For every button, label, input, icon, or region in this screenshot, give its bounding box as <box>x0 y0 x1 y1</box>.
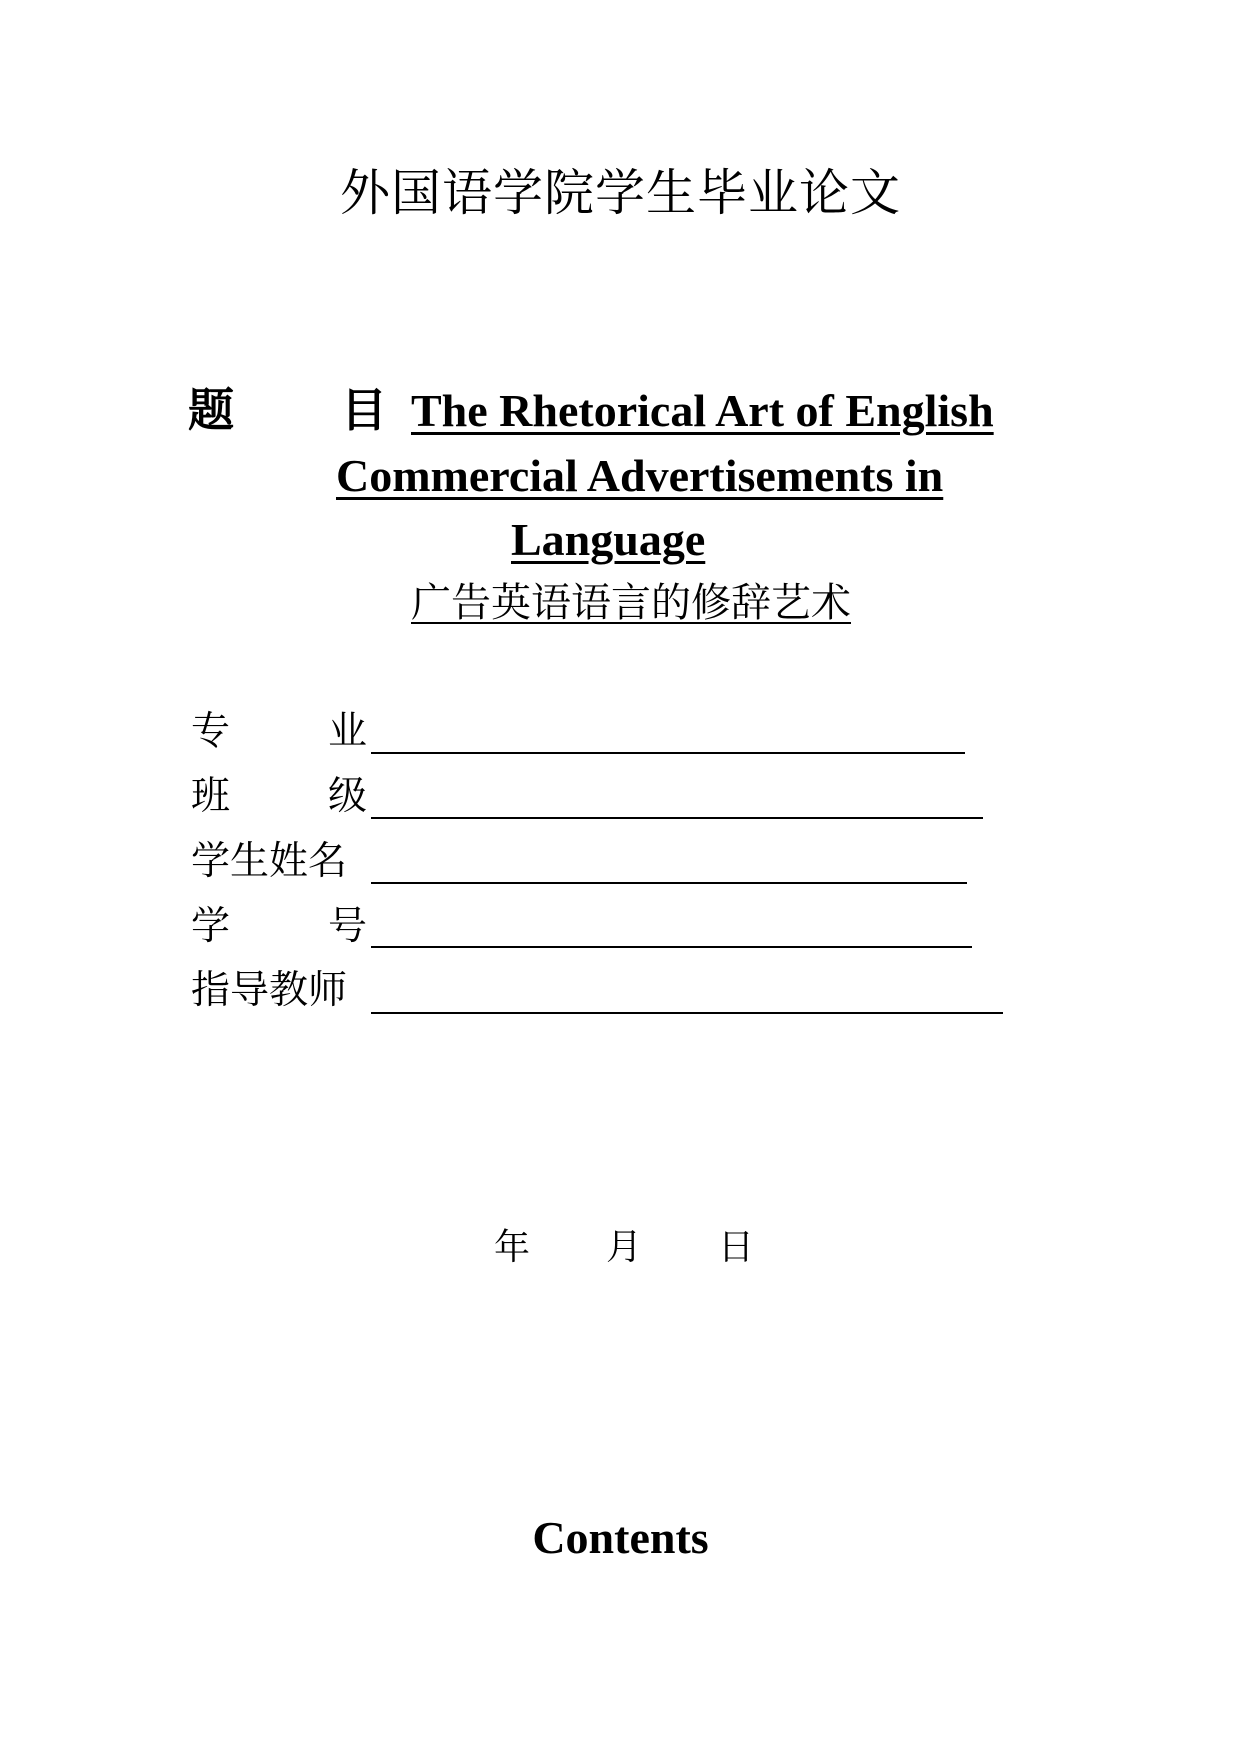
field-label-major <box>191 707 367 757</box>
field-line-advisor[interactable] <box>371 1012 1003 1014</box>
field-label-advisor-text: 指导教师 <box>191 968 348 1013</box>
field-line-major[interactable] <box>371 752 965 754</box>
field-label-major-char-1: 专 <box>191 709 231 754</box>
contents-heading: Contents <box>532 1512 709 1563</box>
field-label-advisor <box>191 966 367 1016</box>
field-label-student-id <box>191 902 367 952</box>
field-label-student-name-text: 学生姓名 <box>191 839 348 884</box>
thesis-cover-title: 外国语学院学生毕业论文 <box>340 164 901 222</box>
field-line-class[interactable] <box>371 817 983 819</box>
chinese-title: 广告英语语言的修辞艺术 <box>411 580 851 626</box>
field-label-class-char-2: 级 <box>327 774 367 819</box>
date-month-label: 月 <box>606 1227 643 1268</box>
english-title-line-2: Commercial Advertisements in <box>336 450 944 501</box>
topic-label-first-char: 题 <box>188 383 234 437</box>
field-label-student-id-char-2: 号 <box>327 904 367 949</box>
field-label-class-char-1: 班 <box>191 774 231 819</box>
field-label-class <box>191 772 367 822</box>
english-title-line-3: Language <box>511 514 706 565</box>
topic-label-second-char: 目 <box>341 383 387 437</box>
field-label-major-char-2: 业 <box>327 709 367 754</box>
date-year-label: 年 <box>494 1227 531 1268</box>
field-label-student-id-char-1: 学 <box>191 904 231 949</box>
field-line-student-id[interactable] <box>371 946 972 948</box>
date-day-label: 日 <box>718 1227 755 1268</box>
english-title-line-1: The Rhetorical Art of English <box>411 385 994 436</box>
field-line-student-name[interactable] <box>371 882 967 884</box>
field-label-student-name <box>191 837 367 887</box>
